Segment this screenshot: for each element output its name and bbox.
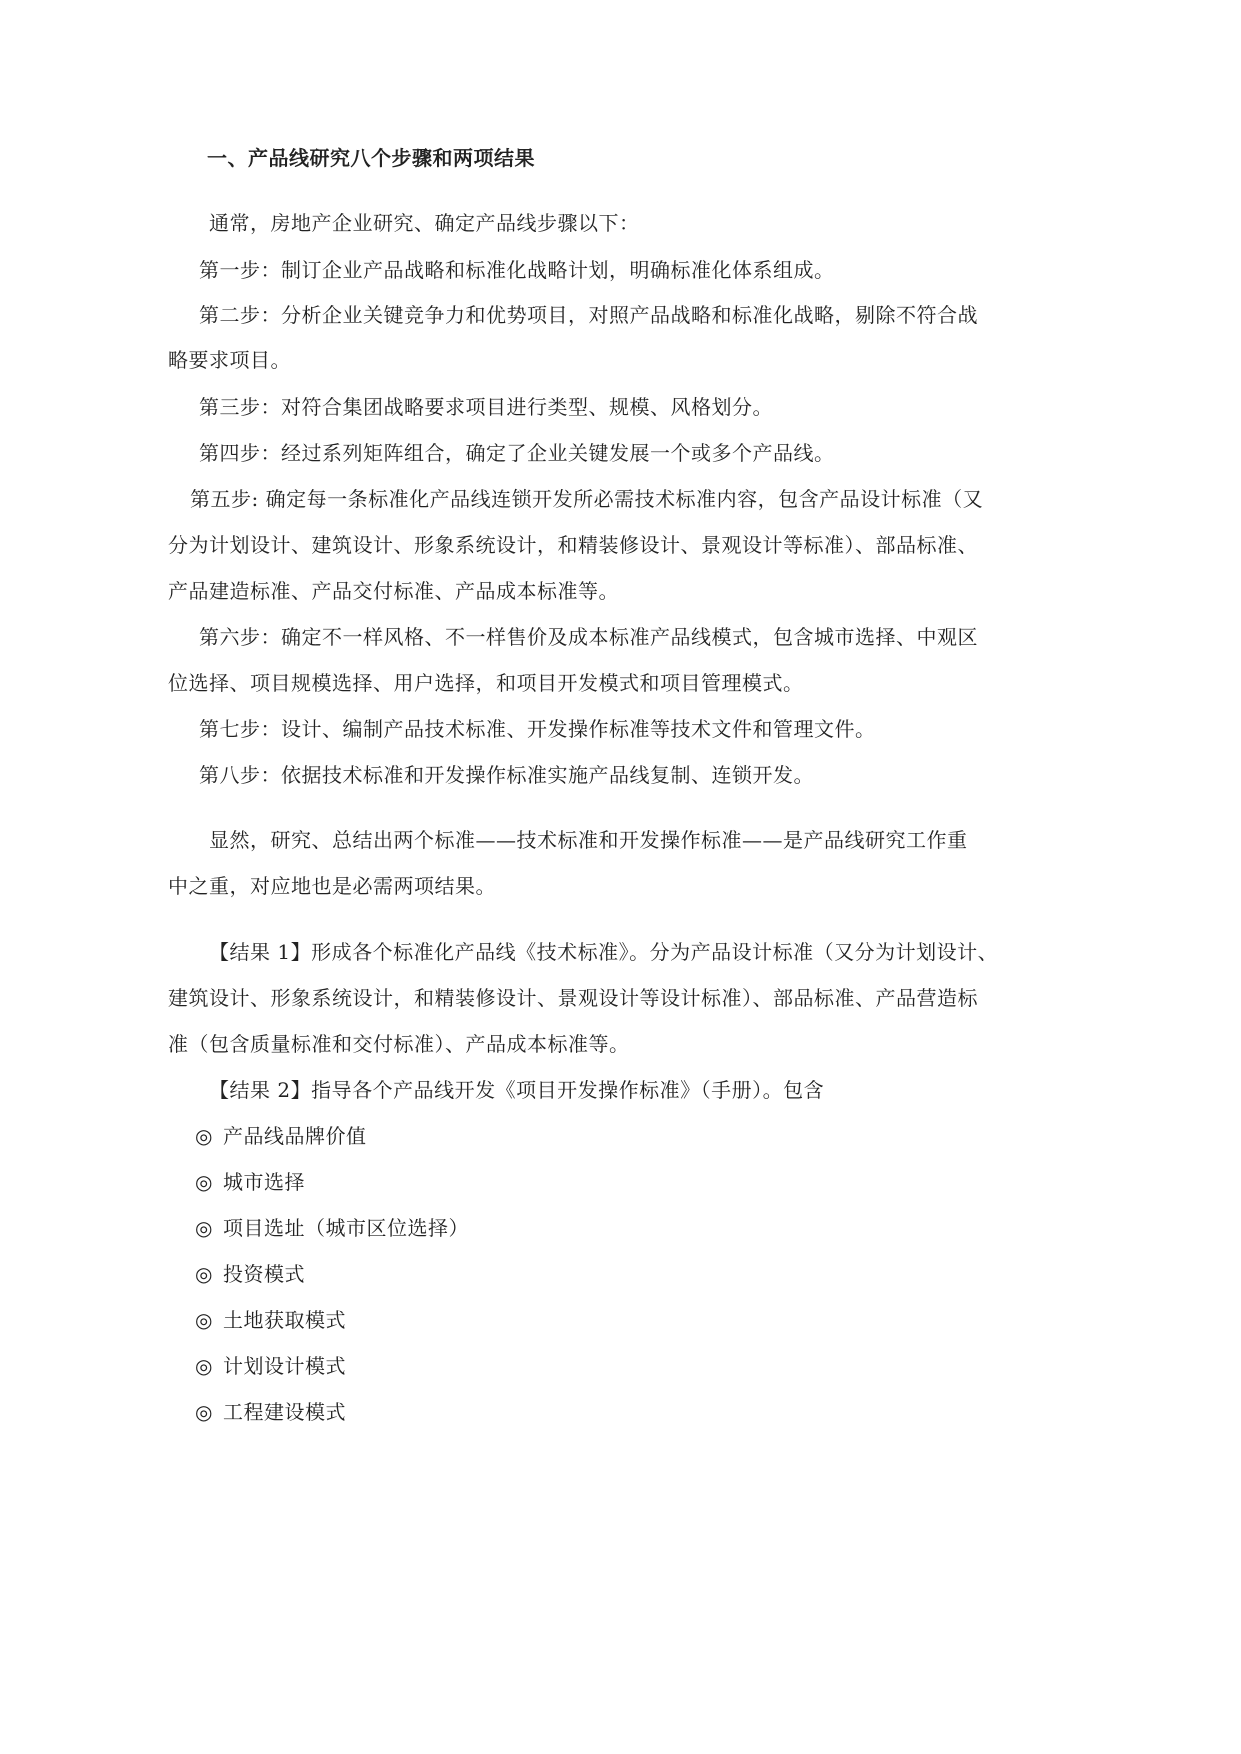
bullet-text: 投资模式 (223, 1262, 305, 1286)
result-1-line-3: 准（包含质量标准和交付标准）、产品成本标准等。 (168, 1032, 630, 1056)
step-5-line-3: 产品建造标准、产品交付标准、产品成本标准等。 (168, 579, 619, 603)
result-1-line-1: 【结果 1】形成各个标准化产品线《技术标准》。分为产品设计标准（又分为计划设计、 (209, 940, 999, 964)
step-2-line-2: 略要求项目。 (168, 348, 291, 372)
section-heading: 一、产品线研究八个步骤和两项结果 (207, 146, 535, 170)
bullet-symbol: ◎ (195, 1262, 213, 1286)
bullet-item (195, 1121, 367, 1151)
step-3-line-1: 第三步：对符合集团战略要求项目进行类型、规模、风格划分。 (199, 395, 773, 419)
step-6-line-1: 第六步：确定不一样风格、不一样售价及成本标准产品线模式，包含城市选择、中观区 (199, 625, 978, 649)
bullet-text: 城市选择 (223, 1170, 305, 1194)
bullet-item (195, 1213, 469, 1243)
bullet-text: 工程建设模式 (223, 1400, 346, 1424)
step-2-line-1: 第二步：分析企业关键竞争力和优势项目，对照产品战略和标准化战略，剔除不符合战 (199, 303, 978, 327)
bullet-symbol: ◎ (195, 1400, 213, 1424)
step-6-line-2: 位选择、项目规模选择、用户选择，和项目开发模式和项目管理模式。 (168, 671, 804, 695)
step-7-line-1: 第七步：设计、编制产品技术标准、开发操作标准等技术文件和管理文件。 (199, 717, 876, 741)
result-2-line-1: 【结果 2】指导各个产品线开发《项目开发操作标准》（手册）。包含 (209, 1078, 825, 1102)
bullet-item (195, 1305, 346, 1335)
step-1-line-1: 第一步：制订企业产品战略和标准化战略计划，明确标准化体系组成。 (199, 258, 835, 282)
bullet-text: 计划设计模式 (223, 1354, 346, 1378)
bullet-symbol: ◎ (195, 1216, 213, 1240)
step-4-line-1: 第四步：经过系列矩阵组合，确定了企业关键发展一个或多个产品线。 (199, 441, 835, 465)
bullet-symbol: ◎ (195, 1170, 213, 1194)
intro-paragraph: 通常，房地产企业研究、确定产品线步骤以下： (209, 211, 640, 235)
bullet-text: 项目选址（城市区位选择） (223, 1216, 469, 1240)
bullet-item (195, 1351, 346, 1381)
bullet-symbol: ◎ (195, 1308, 213, 1332)
step-8-line-1: 第八步：依据技术标准和开发操作标准实施产品线复制、连锁开发。 (199, 763, 814, 787)
bullet-item (195, 1259, 305, 1289)
bullet-text: 产品线品牌价值 (223, 1124, 367, 1148)
bullet-text: 土地获取模式 (223, 1308, 346, 1332)
bullet-symbol: ◎ (195, 1354, 213, 1378)
bullet-item (195, 1167, 305, 1197)
step-5-line-1: 第五步: 确定每一条标准化产品线连锁开发所必需技术标准内容，包含产品设计标准（又 (190, 487, 984, 511)
bullet-symbol: ◎ (195, 1124, 213, 1148)
conclusion-line-2: 中之重，对应地也是必需两项结果。 (168, 874, 496, 898)
bullet-item (195, 1397, 346, 1427)
step-5-line-2: 分为计划设计、建筑设计、形象系统设计，和精装修设计、景观设计等标准）、部品标准、 (168, 533, 978, 557)
conclusion-line-1: 显然，研究、总结出两个标准——技术标准和开发操作标准——是产品线研究工作重 (209, 828, 968, 852)
result-1-line-2: 建筑设计、形象系统设计，和精装修设计、景观设计等设计标准）、部品标准、产品营造标 (168, 986, 978, 1010)
